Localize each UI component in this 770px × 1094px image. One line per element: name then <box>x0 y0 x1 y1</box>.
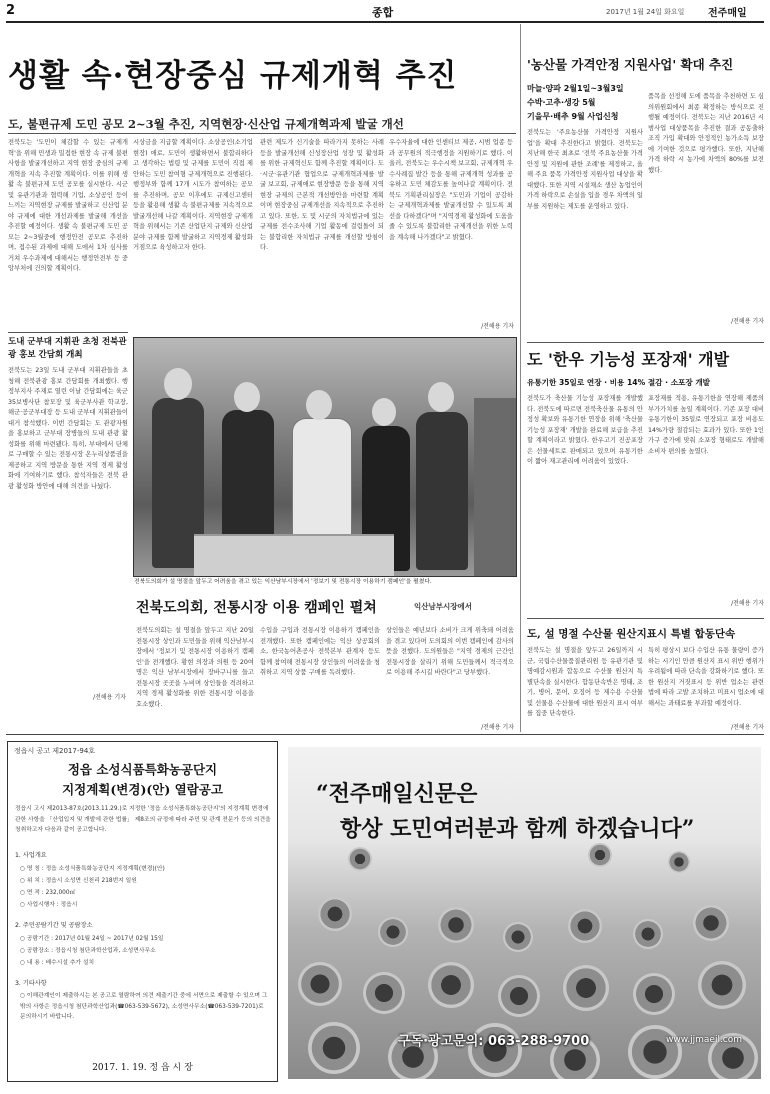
hanwoo-sub: 유통기한 35일로 연장 · 비용 14% 절감 · 소포장 개발 <box>527 378 711 387</box>
campaign-byline: /전해용 기자 <box>481 724 514 731</box>
main-subheadline: 도, 불편규제 도민 공모 2~3월 추진, 지역현장·신산업 규제개혁과제 발굴 개선 <box>8 117 404 131</box>
agri-col-2: 품목을 선정해 도에 품목을 추천하면 도 심의위원회에서 최종 확정하는 방식으로 진행될 예정이다. 전북도는 지난 2016년 시범사업 대상품목을 추진한 결과 공동출하조직 가입 확대와 안정적인 농가소득 보장에 기여한 것으로 평가했다. 또한, 지난해 가격 하락 시 농가에 차액의 80%를 보전했다. <box>648 93 764 174</box>
campaign-col-1: 전북도의회는 설 명절을 앞두고 지난 20일 전통시장 상인과 도민들을 위해 익산남부시장에서 '정보기 및 전통시장 이용하기 캠페인'을 전개했다. 황현 의장과 의원 등 20여명은 익산 남부시장에서 장바구니를 들고 전통시장 곳곳을 누비며 상인들을 격려하고 지역 경제 활성화를 위한 전통시장 이용을 호소했다. <box>136 627 254 708</box>
ad-contact: 구독·광고문의: 063-288-9700 <box>398 1034 590 1049</box>
notice-section-2-item-3: ○ 내 용 : 배수시설 추가 설치 <box>20 960 95 966</box>
aside-rule-top <box>8 332 128 333</box>
hanwoo-col-1: 전북도가 축산물 기능성 포장재를 개발했다. 전북도에 따르면 전북축산물 유통의 안정성 확보와 유통기한 연장을 위해 '축산물 기능성 포장재' 개발을 완료해 보급을 추진할 계획이라고 밝혔다. 한우고기 진공포장은 선물세트로 판매되고 있으며 유통기한이 짧아 재고관리에 어려움이 있었다. <box>527 395 643 465</box>
ad-slogan-line-1: “전주매일신문은 <box>316 781 478 807</box>
agri-sub-2: 수박·고추·생강 5월 <box>527 98 596 107</box>
seafood-rule <box>527 618 764 619</box>
campaign-headline: 전북도의회, 전통시장 이용 캠페인 펼쳐 <box>136 600 377 616</box>
main-col-1: 전북도는 '도민이 체감할 수 있는 규제개혁'을 위해 민생과 밀접한 현장 속 규제 불편사항을 발굴개선하고 지역 현장 중심의 규제개혁을 지속 추진할 계획이다. 이를 위해 생활 속 불편규제 도민 공모를 실시한다. 시군 및 유관기관과 협력해 기업, 소상공인 등이 느끼는 지역현장 규제를 발굴하고 신산업 분야 규제에 대한 개선과제를 발굴해 개선을 추진할 예정이다. 생활 속 불편규제 도민 공모는 2~3월중에 행정안전 공모로 추진하며, 접수된 과제에 대해 도에서 1차 심사를 거쳐 우수과제에 대해서는 행정안전부 등 중앙부처에 건의할 계획이다. <box>8 139 128 272</box>
notice-number: 정읍시 공고 제2017-94호 <box>14 747 96 755</box>
notice-section-3-text: ○ 이해관계인이 제출하시는 본 공고로 열람하여 의견 제출기간 중에 서면으로 제출할 수 있으며 그 밖의 사항은 정읍시청 첨단과학산업과(☎063-539-5672), 소성면사무소(☎063-539-7201)로 문의하시기 바랍니다. <box>20 993 268 1020</box>
notice-section-1-item-1: ○ 명 칭 : 정읍 소성식품특화농공단지 지정계획(변경)(안) <box>20 866 165 872</box>
aside-headline: 도내 군부대 지휘관 초청 전북관광 홍보 간담회 개최 <box>8 337 127 360</box>
notice-section-2-item-1: ○ 공람기간 : 2017년 01월 24일 ~ 2017년 02월 15일 <box>20 936 164 942</box>
campaign-col-3: 상인들은 예년보다 소비가 크게 위축돼 어려움을 겪고 있다며 도의회의 이번 캠페인에 감사의 뜻을 전했다. 도의원들은 "지역 경제의 근간인 전통시장을 살리기 위해 도민들께서 적극적으로 이용해 주시길 바란다"고 당부했다. <box>386 627 514 676</box>
hanwoo-headline: 도 '한우 기능성 포장재' 개발 <box>527 350 730 369</box>
notice-section-2-item-2: ○ 공람장소 : 정읍시청 첨단과학산업과, 소성면사무소 <box>20 948 156 954</box>
notice-title-2: 지정계획(변경)(안) 열람공고 <box>62 782 223 797</box>
header-rule <box>6 21 764 23</box>
main-byline: /전해용 기자 <box>481 323 514 330</box>
column-divider <box>520 24 521 732</box>
main-rule <box>8 133 516 134</box>
agri-headline: '농산물 가격안정 지원사업' 확대 추진 <box>527 57 734 72</box>
notice-section-1-item-2: ○ 위 치 : 정읍시 소성면 신천리 218번지 일원 <box>20 878 137 884</box>
notice-signature: 2017. 1. 19. 정 읍 시 장 <box>92 1063 193 1073</box>
ad-section-rule <box>6 734 764 735</box>
agri-col-1: 전북도는 '주요농산물 가격안정 지원사업'을 확대 추진한다고 밝혔다. 전북도는 지난해 한국 최초로 '전북 주요농산물 가격안정 및 지원에 관한 조례'를 제정하고, 올해 주요 품목 가격안정 지원사업 대상을 확대했다. 또한 지역 시설채소 생산 농업인이 가격 하락으로 손실을 입을 경우 차액의 일부를 지원하는 제도를 운영하고 있다. <box>527 129 643 210</box>
page-header <box>6 3 764 19</box>
main-col-4: 우수자율에 대한 인센티브 제공, 시범 업종 등과 공무원의 적극행정을 지원하기로 했다. 이울러, 전북도는 우수시책 보고회, 규제개혁 우수사례집 발간 등을 통해 규제개혁 성과를 공유하고 도민 체감도를 높여나갈 계획이다. 전북도 기획관리실장은 "도민과 기업이 공감하는 규제개혁과제를 발굴개선할 수 있도록 최선을 다하겠다"며 "지역경제 활성화에 도움을 줄 수 있도록 불합리한 규제개선을 위한 노력을 계속해 나가겠다"고 밝혔다. <box>389 139 513 241</box>
main-col-3: 관련 제도가 신기술을 따라가지 못하는 사례 등을 발굴개선해 신성장산업 성장 및 활성화를 위한 규제혁신도 함께 추진할 계획이다. 도·시군·유관기관 협업으로 규제개혁과제를 발굴 보고회, 규제애로 현장방문 등을 통해 지역현장 규제의 근본적 개선방안을 마련할 계획이며 현장중심 규제개선을 지속적으로 추진하고 있다. 또한, 도 및 시군의 자치법규에 있는 규제를 전수조사해 기업 활동에 걸림돌이 되는 불합리한 자치법규 규제를 개선할 방침이다. <box>260 139 384 251</box>
agri-byline: /전해용 기자 <box>731 318 764 325</box>
hanwoo-rule <box>527 342 764 343</box>
notice-section-3: 3. 기타사항 <box>15 980 47 987</box>
main-headline: 생활 속·현장중심 규제개혁 추진 <box>8 58 458 94</box>
seafood-col-1: 전북도는 설 명절을 앞두고 26일까지 시군, 국립수산물품질관리원 등 유관기관 및 명예감시원과 합동으로 수산물 원산지 특별단속을 실시한다. 합동단속반은 명태, 조기, 병어, 문어, 오징어 등 제수용 수산물 및 선물용 수산물에 대한 원산지 표시 여부를 집중 단속한다. <box>527 647 643 717</box>
main-col-2: 시상금을 지급할 계획이다. 소상공인(소기업 현장) 애로, 도민이 생활하면서 불합리하다고 생각하는 법령 및 규제를 도민이 직접 제안하는 도민 참여형 규제개혁으로 진행된다. 행정부와 함께 17개 시도가 참여하는 공모를 추진하며, 공모 이후에도 규제신고센터 등을 활용해 생활 속 불편규제를 지속적으로 발굴개선해 나갈 계획이다. 지역현장 규제개혁을 위해서는 기존 산업단지 규제와 신산업 분야 규제를 함께 발굴하고 지역경제 활성화 거점으로 육성하고자 한다. <box>133 139 253 251</box>
ad-url: www.jjmaeil.com <box>666 1035 743 1045</box>
ad-slogan-line-2: 항상 도민여러분과 함께 하겠습니다” <box>340 816 695 842</box>
seafood-col-2: 특히 평상시 보다 수입산 유통 물량이 증가하는 시기인 만큼 원산지 표시 위반 행위가 우려됨에 따라 단속을 강화하기로 했다. 또한 원산지 거짓표시 등 위반 업소는 관련 법에 따라 고발 조치하고 미표시 업소에 대해서는 과태료를 부과할 예정이다. <box>648 647 764 707</box>
market-campaign-photo <box>133 337 517 577</box>
notice-section-1-item-3: ○ 면 적 : 232,000㎡ <box>20 890 76 896</box>
hanwoo-byline: /전해용 기자 <box>731 600 764 607</box>
agri-sub-1: 마늘·양파 2월1일~3월3일 <box>527 84 624 93</box>
notice-title-1: 정읍 소성식품특화농공단지 <box>67 762 218 777</box>
paper-name: 전주매일 <box>708 8 747 19</box>
page-number: 2 <box>6 3 16 18</box>
section-label: 종합 <box>372 6 394 19</box>
agri-sub-3: 기을무·배추 9월 사업신청 <box>527 112 619 121</box>
notice-section-2: 2. 주민공람기간 및 공람장소 <box>15 922 93 929</box>
seafood-byline: /전해용 기자 <box>731 724 764 731</box>
hanwoo-col-2: 포장재를 적용, 유통기한을 연장해 제품의 부가가치를 높일 계획이다. 기존 포장 대비 유통기한이 35일로 연장되고 포장 비용도 14%가량 절감되는 효과가 있다. 또한 1인 가구 증가에 맞춰 소포장 형태로도 개발해 소비자 편의를 높였다. <box>648 395 764 455</box>
notice-section-1: 1. 사업개요 <box>15 852 47 859</box>
campaign-col-2: 수입을 구입과 전통시장 이용하기 캠페인을 전개했다. 또한 캠페인에는 익산 상공회의소, 한국농어촌공사 전북본부 관계자 등도 함께 참여해 전통시장 상인들의 어려움을 청취하고 지역 상품 구매를 독려했다. <box>260 627 380 676</box>
photo-caption: 전북도의회가 설 명절을 앞두고 어려움을 겪고 있는 익산남부시장에서 '정보기 및 전통시장 이용하기 캠페인'을 펼쳤다. <box>134 579 432 585</box>
notice-intro: 정읍시 고시 제2013-87호(2013.11.29.)로 지정한 '정읍 소성식품특화농공단지'의 지정계획 변경에 관한 사항을 「산업입지 및 개발에 관한 법률」 제8조의 규정에 따라 주민 및 관계 전문가 등의 의견을 청취하고자 다음과 같이 공고합니다. <box>15 806 271 833</box>
campaign-subheadline: 익산남부시장에서 <box>414 602 472 611</box>
aside-body: 전북도는 23일 도내 군부대 지휘관들을 초청해 전북관광 홍보 간담회를 개최했다. 행정부지사 주재로 열린 이날 간담회에는 육군 35보병사단 참모장 및 육군부사관 학교장, 해군·공군부대장 등 도내 군부대 지휘관들이 대거 참석했다. 이번 간담회는 도 관광자원을 홍보하고 군부대 장병들의 도내 관광 활성화를 위해 마련됐다. 특히, 부대에서 단체로 구매할 수 있는 전통시장 온누리상품권을 제공하고 지역 방문을 통한 지역 경제 활성화에 기여하기로 했다. 참석자들은 전북 관광 활성화 방안에 대해 의견을 나눴다. <box>8 367 128 490</box>
notice-section-1-item-4: ○ 사업시행자 : 정읍시 <box>20 902 78 908</box>
public-notice-box <box>7 741 278 1082</box>
seafood-headline: 도, 설 명절 수산물 원산지표시 특별 합동단속 <box>527 628 736 640</box>
issue-date: 2017년 1월 24일 화요일 <box>606 8 685 16</box>
aside-byline: /전해용 기자 <box>93 694 126 701</box>
